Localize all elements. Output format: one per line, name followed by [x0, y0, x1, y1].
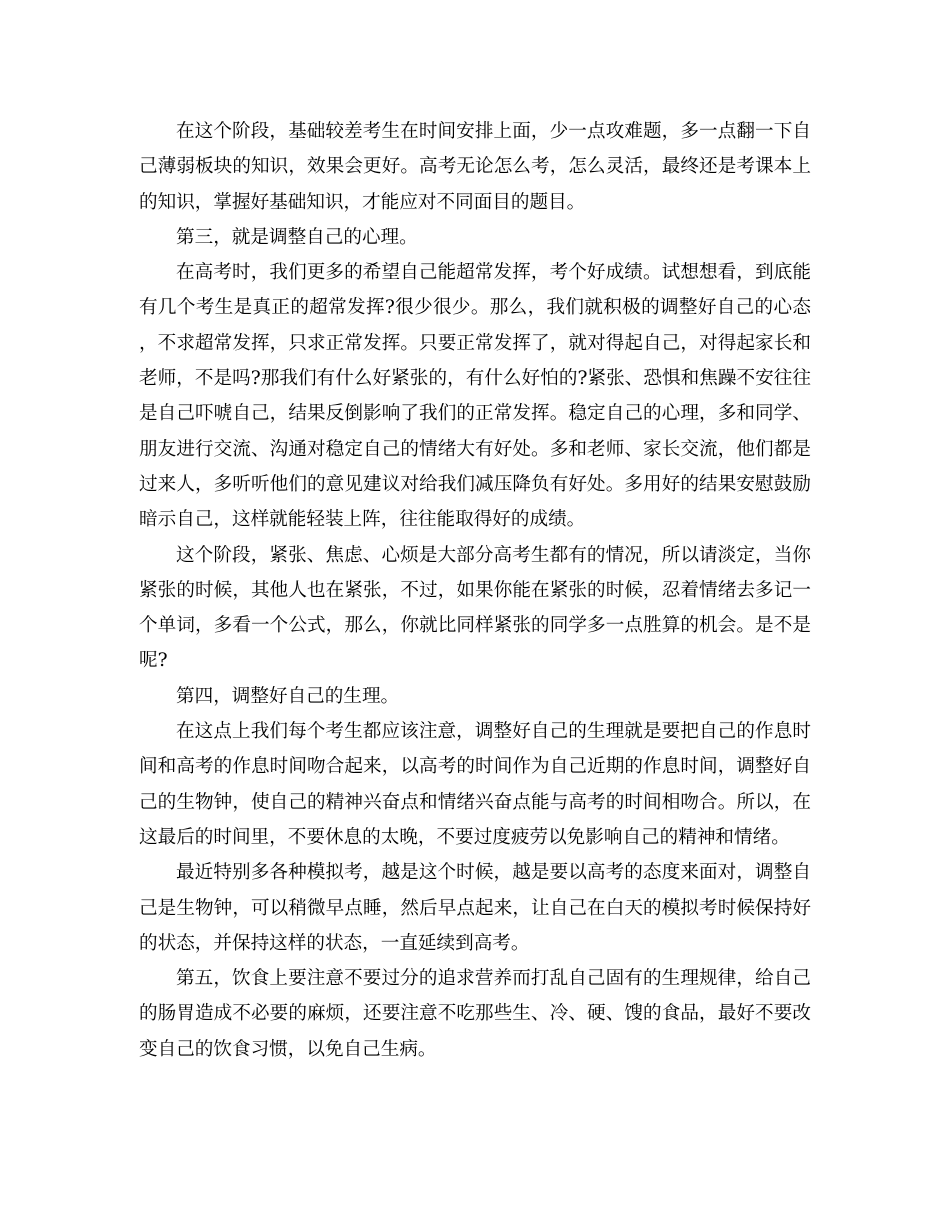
paragraph: 第五，饮食上要注意不要过分的追求营养而打乱自己固有的生理规律，给自己的肠胃造成不必要的麻烦，还要注意不吃那些生、冷、硬、馊的食品，最好不要改变自己的饮食习惯，以免自己生病。 — [139, 968, 811, 1060]
paragraph: 在高考时，我们更多的希望自己能超常发挥，考个好成绩。试想想看，到底能有几个考生是真正的超常发挥?很少很少。那么，我们就积极的调整好自己的心态，不求超常发挥，只求正常发挥。只要正常发挥了，就对得起自己，对得起家长和老师，不是吗?那我们有什么好紧张的，有什么好怕的?紧张、恐惧和焦躁不安往往是自己吓唬自己，结果反倒影响了我们的正常发挥。稳定自己的心理，多和同学、朋友进行交流、沟通对稳定自己的情绪大有好处。多和老师、家长交流，他们都是过来人，多听听他们的意见建议对给我们减压降负有好处。多用好的结果安慰鼓励暗示自己，这样就能轻装上阵，往往能取得好的成绩。 — [139, 262, 811, 531]
paragraph: 在这点上我们每个考生都应该注意，调整好自己的生理就是要把自己的作息时间和高考的作息时间吻合起来，以高考的时间作为自己近期的作息时间，调整好自己的生物钟，使自己的精神兴奋点和情绪兴奋点能与高考的时间相吻合。所以，在这最后的时间里，不要休息的太晚，不要过度疲劳以免影响自己的精神和情绪。 — [139, 721, 811, 848]
paragraph: 在这个阶段，基础较差考生在时间安排上面，少一点攻难题，多一点翻一下自己薄弱板块的知识，效果会更好。高考无论怎么考，怎么灵活，最终还是考课本上的知识，掌握好基础知识，才能应对不同面目的题目。 — [139, 121, 811, 213]
paragraph: 这个阶段，紧张、焦虑、心烦是大部分高考生都有的情况，所以请淡定，当你紧张的时候，其他人也在紧张，不过，如果你能在紧张的时候，忍着情绪去多记一个单词，多看一个公式，那么，你就比同样紧张的同学多一点胜算的机会。是不是呢? — [139, 544, 811, 672]
section-heading: 第三，就是调整自己的心理。 — [176, 226, 418, 248]
paragraph: 最近特别多各种模拟考，越是这个时候，越是要以高考的态度来面对，调整自己是生物钟，可以稍微早点睡，然后早点起来，让自己在白天的模拟考时候保持好的状态，并保持这样的状态，一直延续到高考。 — [139, 862, 811, 954]
section-heading: 第四，调整好自己的生理。 — [176, 685, 400, 707]
document-body — [139, 114, 811, 1067]
